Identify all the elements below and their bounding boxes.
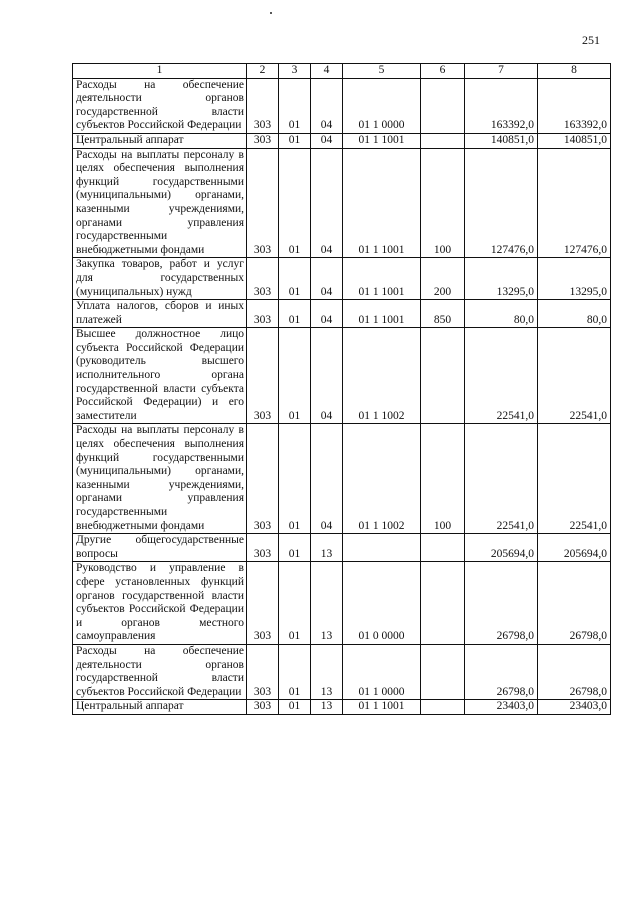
row-subsection-cell: 04 xyxy=(311,424,343,534)
row-expense-type-cell xyxy=(421,562,465,645)
table-row xyxy=(73,258,611,300)
row-amount-cell: 22541,0 xyxy=(465,328,538,424)
row-code-cell: 303 xyxy=(247,300,279,328)
row-target-article-cell: 01 1 0000 xyxy=(343,78,421,133)
row-amount-cell: 26798,0 xyxy=(465,562,538,645)
row-name-cell: Расходы на выплаты персоналу в целях обеспечения выполнения функций государственными (муниципальными) органами, казенными учреждениями, органами управления государственными внебюджетными фондами xyxy=(73,148,247,258)
table-header-row xyxy=(73,64,611,79)
header-cell: 3 xyxy=(279,64,311,79)
row-name-cell: Закупка товаров, работ и услуг для государственных (муниципальных) нужд xyxy=(73,258,247,300)
scan-speck xyxy=(270,12,272,14)
row-amount-cell: 13295,0 xyxy=(538,258,611,300)
row-target-article-cell: 01 1 1002 xyxy=(343,424,421,534)
row-section-cell: 01 xyxy=(279,133,311,148)
row-subsection-cell: 04 xyxy=(311,133,343,148)
table-row xyxy=(73,424,611,534)
row-amount-cell: 140851,0 xyxy=(465,133,538,148)
row-amount-cell: 205694,0 xyxy=(538,534,611,562)
row-amount-cell: 127476,0 xyxy=(538,148,611,258)
row-name-cell: Центральный аппарат xyxy=(73,700,247,715)
row-section-cell: 01 xyxy=(279,78,311,133)
row-target-article-cell: 01 1 1001 xyxy=(343,300,421,328)
row-amount-cell: 23403,0 xyxy=(538,700,611,715)
row-section-cell: 01 xyxy=(279,300,311,328)
table-row xyxy=(73,700,611,715)
row-amount-cell: 26798,0 xyxy=(465,644,538,699)
row-name-cell: Руководство и управление в сфере установленных функций органов государственной власти субъектов Российской Федерации и органов местного самоуправления xyxy=(73,562,247,645)
row-amount-cell: 80,0 xyxy=(465,300,538,328)
table-row xyxy=(73,300,611,328)
row-section-cell: 01 xyxy=(279,534,311,562)
table-row xyxy=(73,562,611,645)
header-cell: 6 xyxy=(421,64,465,79)
row-code-cell: 303 xyxy=(247,328,279,424)
header-cell: 8 xyxy=(538,64,611,79)
row-section-cell: 01 xyxy=(279,148,311,258)
row-name-cell: Расходы на выплаты персоналу в целях обеспечения выполнения функций государственными (муниципальными) органами, казенными учреждениями, органами управления государственными внебюджетными фондами xyxy=(73,424,247,534)
row-amount-cell: 163392,0 xyxy=(465,78,538,133)
row-section-cell: 01 xyxy=(279,328,311,424)
page-number: 251 xyxy=(582,33,600,47)
table-row xyxy=(73,78,611,133)
row-target-article-cell: 01 1 1001 xyxy=(343,258,421,300)
row-subsection-cell: 04 xyxy=(311,78,343,133)
row-section-cell: 01 xyxy=(279,644,311,699)
row-expense-type-cell: 200 xyxy=(421,258,465,300)
row-amount-cell: 205694,0 xyxy=(465,534,538,562)
row-code-cell: 303 xyxy=(247,534,279,562)
row-amount-cell: 22541,0 xyxy=(538,424,611,534)
header-cell: 1 xyxy=(73,64,247,79)
row-expense-type-cell xyxy=(421,133,465,148)
row-target-article-cell: 01 0 0000 xyxy=(343,562,421,645)
row-amount-cell: 140851,0 xyxy=(538,133,611,148)
row-expense-type-cell xyxy=(421,700,465,715)
header-cell: 5 xyxy=(343,64,421,79)
row-subsection-cell: 04 xyxy=(311,300,343,328)
row-subsection-cell: 04 xyxy=(311,258,343,300)
row-name-cell: Центральный аппарат xyxy=(73,133,247,148)
row-code-cell: 303 xyxy=(247,258,279,300)
row-subsection-cell: 13 xyxy=(311,534,343,562)
row-target-article-cell xyxy=(343,534,421,562)
row-name-cell: Расходы на обеспечение деятельности органов государственной власти субъектов Российской Федерации xyxy=(73,78,247,133)
row-code-cell: 303 xyxy=(247,148,279,258)
row-code-cell: 303 xyxy=(247,700,279,715)
row-amount-cell: 127476,0 xyxy=(465,148,538,258)
table-row xyxy=(73,534,611,562)
row-section-cell: 01 xyxy=(279,258,311,300)
table-row xyxy=(73,644,611,699)
row-amount-cell: 22541,0 xyxy=(538,328,611,424)
header-cell: 4 xyxy=(311,64,343,79)
row-code-cell: 303 xyxy=(247,133,279,148)
row-target-article-cell: 01 1 0000 xyxy=(343,644,421,699)
row-section-cell: 01 xyxy=(279,700,311,715)
row-name-cell: Высшее должностное лицо субъекта Российской Федерации (руководитель высшего исполнительного органа государственной власти субъекта Российской Федерации) и его заместители xyxy=(73,328,247,424)
row-code-cell: 303 xyxy=(247,424,279,534)
row-target-article-cell: 01 1 1002 xyxy=(343,328,421,424)
row-amount-cell: 22541,0 xyxy=(465,424,538,534)
row-amount-cell: 26798,0 xyxy=(538,562,611,645)
row-amount-cell: 13295,0 xyxy=(465,258,538,300)
table-row xyxy=(73,148,611,258)
row-subsection-cell: 13 xyxy=(311,700,343,715)
row-name-cell: Расходы на обеспечение деятельности органов государственной власти субъектов Российской Федерации xyxy=(73,644,247,699)
budget-table xyxy=(72,63,611,715)
row-subsection-cell: 13 xyxy=(311,562,343,645)
row-expense-type-cell xyxy=(421,78,465,133)
row-expense-type-cell xyxy=(421,534,465,562)
row-code-cell: 303 xyxy=(247,562,279,645)
row-amount-cell: 23403,0 xyxy=(465,700,538,715)
row-amount-cell: 163392,0 xyxy=(538,78,611,133)
row-expense-type-cell: 100 xyxy=(421,148,465,258)
row-target-article-cell: 01 1 1001 xyxy=(343,133,421,148)
row-code-cell: 303 xyxy=(247,644,279,699)
row-name-cell: Уплата налогов, сборов и иных платежей xyxy=(73,300,247,328)
row-target-article-cell: 01 1 1001 xyxy=(343,148,421,258)
row-expense-type-cell xyxy=(421,644,465,699)
header-cell: 7 xyxy=(465,64,538,79)
row-subsection-cell: 04 xyxy=(311,148,343,258)
row-name-cell: Другие общегосударственные вопросы xyxy=(73,534,247,562)
row-expense-type-cell: 100 xyxy=(421,424,465,534)
row-section-cell: 01 xyxy=(279,424,311,534)
table-row xyxy=(73,133,611,148)
table-row xyxy=(73,328,611,424)
row-subsection-cell: 04 xyxy=(311,328,343,424)
row-target-article-cell: 01 1 1001 xyxy=(343,700,421,715)
row-subsection-cell: 13 xyxy=(311,644,343,699)
row-amount-cell: 80,0 xyxy=(538,300,611,328)
row-expense-type-cell: 850 xyxy=(421,300,465,328)
row-amount-cell: 26798,0 xyxy=(538,644,611,699)
row-expense-type-cell xyxy=(421,328,465,424)
row-code-cell: 303 xyxy=(247,78,279,133)
header-cell: 2 xyxy=(247,64,279,79)
row-section-cell: 01 xyxy=(279,562,311,645)
